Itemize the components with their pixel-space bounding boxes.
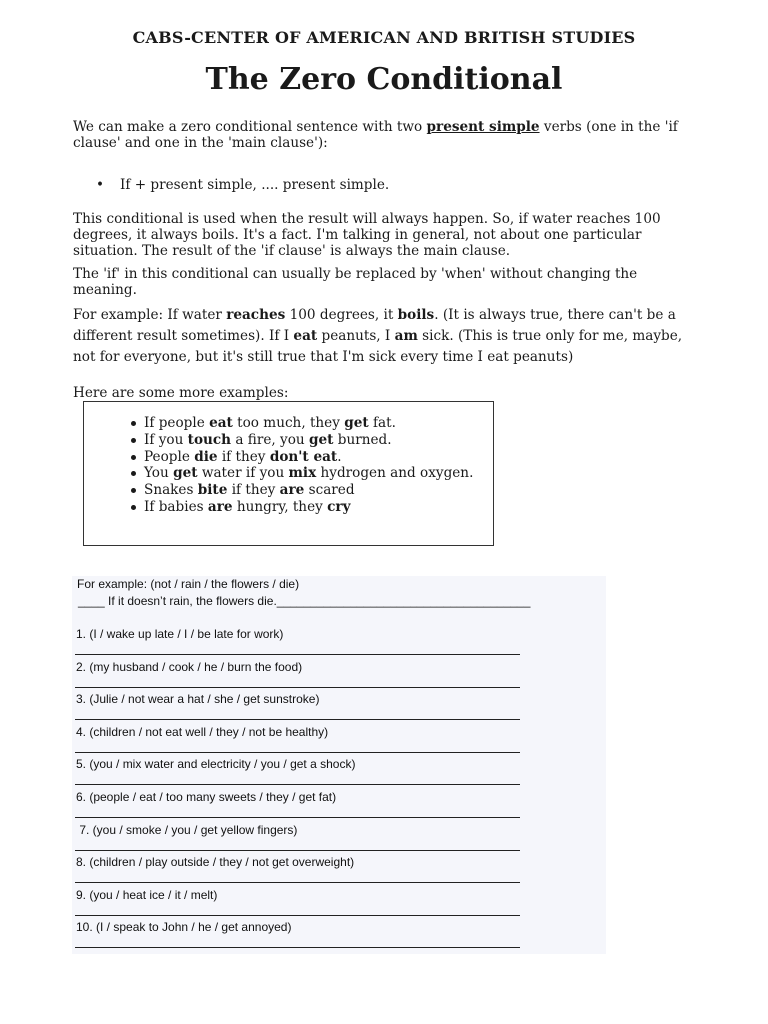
example-verb: bite	[197, 482, 228, 499]
answer-line[interactable]	[75, 654, 520, 655]
answer-line[interactable]	[75, 687, 520, 688]
exercise-example-prompt: For example: (not / rain / the flowers / die)	[77, 577, 300, 591]
example-text: burned.	[333, 431, 392, 448]
example-text: water if you	[197, 465, 289, 482]
example-item	[129, 432, 473, 449]
examples-box	[83, 401, 494, 546]
answer-line[interactable]	[75, 850, 520, 851]
example-paragraph	[73, 305, 705, 368]
example-verb: reaches	[226, 307, 286, 323]
example-text: People	[144, 448, 195, 465]
answer-line[interactable]	[75, 947, 520, 948]
exercise-question: 2. (my husband / cook / he / burn the food)	[76, 659, 303, 674]
exercise-question: 10. (I / speak to John / he / get annoyed)	[76, 920, 292, 935]
answer-line[interactable]	[75, 915, 520, 916]
example-text: 100 degrees, it	[285, 307, 398, 323]
example-verb: cry	[327, 498, 351, 515]
rule-bullet-text: If + present simple, .... present simple.	[120, 177, 390, 193]
example-text: a fire, you	[231, 431, 310, 448]
example-verb: am	[394, 328, 418, 344]
answer-line[interactable]	[75, 752, 520, 753]
exercise-example-answer: ____ If it doesn’t rain, the flowers die.______________________________________	[78, 594, 531, 608]
example-text: If you	[144, 431, 188, 448]
example-verb: eat	[209, 415, 233, 431]
explanation-when: The 'if' in this conditional can usually be replaced by 'when' without changing the meaning.	[73, 266, 638, 298]
page-title: The Zero Conditional	[205, 62, 563, 97]
answer-line[interactable]	[75, 882, 520, 883]
exercise-question: 5. (you / mix water and electricity / you / get a shock)	[76, 757, 356, 772]
intro-emphasis: present simple	[426, 119, 540, 135]
exercise-question: 1. (I / wake up late / I / be late for work)	[76, 627, 284, 641]
intro-paragraph	[73, 119, 703, 151]
example-verb: get	[309, 431, 334, 448]
example-text: .	[337, 448, 342, 465]
more-examples-label: Here are some more examples:	[73, 385, 289, 401]
example-text: If babies	[144, 498, 208, 515]
example-item	[129, 415, 473, 432]
exercise-question: 6. (people / eat / too many sweets / they / get fat)	[76, 790, 337, 804]
exercise-question: 9. (you / heat ice / it / melt)	[76, 887, 218, 902]
bullet-dot-icon: •	[96, 177, 105, 193]
example-text: peanuts, I	[317, 328, 395, 344]
example-text: hydrogen and oxygen.	[316, 465, 474, 482]
example-text: . (It is always true, there can't be a different result sometimes). If I	[73, 307, 676, 344]
example-verb: don't eat	[269, 448, 338, 465]
example-verb: get	[173, 465, 198, 482]
exercise-question: 7. (you / smoke / you / get yellow fingers)	[76, 822, 298, 837]
exercise-question: 4. (children / not eat well / they / not be healthy)	[76, 724, 329, 739]
example-text: scared	[304, 482, 355, 499]
answer-line[interactable]	[75, 784, 520, 785]
example-verb: are	[207, 498, 233, 515]
example-text: If people	[144, 415, 210, 431]
example-verb: mix	[288, 465, 317, 482]
example-verb: get	[344, 415, 369, 431]
example-item	[129, 449, 473, 466]
example-verb: are	[279, 482, 305, 499]
school-name: CABS-CENTER OF AMERICAN AND BRITISH STUDIES	[132, 28, 636, 47]
exercise-question: 3. (Julie / not wear a hat / she / get sunstroke)	[76, 692, 320, 707]
example-text: too much, they	[232, 415, 345, 431]
example-verb: boils	[397, 307, 435, 323]
rule-bullet	[96, 177, 389, 193]
example-text: For example: If water	[73, 307, 227, 323]
answer-line[interactable]	[75, 719, 520, 720]
explanation-paragraph: This conditional is used when the result will always happen. So, if water reaches 100 degrees, it always boils. It's a fact. I'm talking in general, not about one particular situation. The result of the 'if clause' is always the main clause.	[73, 211, 661, 259]
example-text: if they	[217, 448, 270, 465]
intro-text-after: verbs (one in the 'if clause' and one in the 'main clause'):	[73, 119, 678, 151]
example-text: Snakes	[144, 482, 198, 499]
example-item	[129, 482, 473, 499]
example-item	[129, 499, 473, 516]
example-verb: eat	[293, 328, 318, 344]
exercise-question: 8. (children / play outside / they / not get overweight)	[76, 855, 355, 870]
example-text: You	[144, 465, 174, 482]
example-text: fat.	[368, 415, 396, 431]
example-verb: die	[194, 448, 218, 465]
example-text: sick. (This is true only for me, maybe, not for everyone, but it's still true that I'm sick every time I eat peanuts)	[73, 328, 683, 365]
examples-list	[129, 415, 473, 516]
answer-line[interactable]	[75, 817, 520, 818]
intro-text-before: We can make a zero conditional sentence with two	[73, 119, 427, 135]
example-text: if they	[227, 482, 280, 499]
example-verb: touch	[187, 431, 232, 448]
example-text: hungry, they	[232, 498, 328, 515]
example-item	[129, 465, 473, 482]
